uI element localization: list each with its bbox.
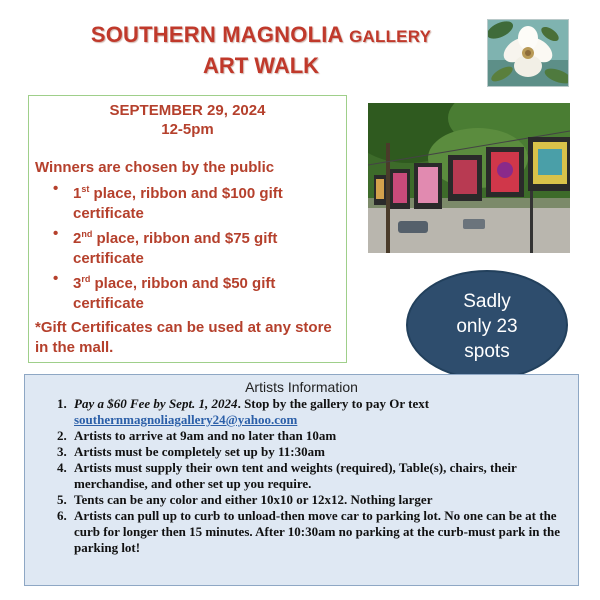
rule-item: 3. Artists must be completely set up by 11:30am (57, 444, 325, 459)
rule-number: 3. (57, 444, 67, 459)
rule-number: 2. (57, 428, 67, 443)
gallery-title-small: GALLERY (349, 27, 432, 46)
callout-line: Sadly (463, 291, 511, 312)
winners-heading: Winners are chosen by the public (35, 159, 275, 176)
fee-deadline: Pay a $60 Fee by Sept. 1, 2024 (74, 396, 238, 411)
rule-number: 1. (57, 396, 67, 411)
rule-number: 4. (57, 460, 67, 475)
gift-certificate-note: *Gift Certificates can be used at any store in the mall. (35, 319, 332, 356)
callout-line: spots (464, 341, 510, 362)
rule-number: 6. (57, 508, 67, 523)
callout-line: only 23 (456, 316, 518, 337)
artists-info-panel (24, 374, 579, 586)
bullet-icon: • (53, 270, 59, 287)
magnolia-flower-image (487, 19, 569, 87)
prize-item: • 3rd place, ribbon and $50 gift certificate (53, 270, 276, 312)
event-time: 12-5pm (161, 121, 214, 138)
gallery-title-main: SOUTHERN MAGNOLIA (90, 22, 350, 47)
event-title: ART WALK (202, 53, 320, 78)
event-date: SEPTEMBER 29, 2024 (109, 102, 266, 119)
rule-item: 2. Artists to arrive at 9am and no later than 10am (57, 428, 337, 443)
gallery-email-link[interactable]: southernmagnoliagallery24@yahoo.com (74, 412, 298, 427)
bullet-icon: • (53, 225, 59, 242)
prize-item: • 2nd place, ribbon and $75 gift certificate (53, 225, 278, 267)
gallery-title (0, 22, 522, 48)
artist-rules-list (45, 396, 573, 556)
rule-item: 6. Artists can pull up to curb to unload-then move car to parking lot. No one can be at the curb for longer then 15 minutes. After 10:30am no parking at the curb-must park in the parking lot! (57, 508, 561, 555)
artists-info-title: Artists Information (245, 379, 358, 395)
prize-item: • 1st place, ribbon and $100 gift certificate (53, 180, 283, 222)
rule-item: 1. Pay a $60 Fee by Sept. 1, 2024. Stop by the gallery to pay Or text southernmagnoliagallery24@yahoo.com (57, 396, 430, 427)
event-details-panel (28, 95, 347, 363)
art-walk-photo (368, 103, 570, 253)
rule-item: 5. Tents can be any color and either 10x10 or 12x12. Nothing larger (57, 492, 433, 507)
bullet-icon: • (53, 180, 59, 197)
rule-item: 4. Artists must supply their own tent and weights (required), Table(s), chairs, their merchandise, and other set up you require. (57, 460, 517, 491)
spots-callout (406, 270, 568, 380)
rule-number: 5. (57, 492, 67, 507)
prize-list (49, 179, 344, 314)
